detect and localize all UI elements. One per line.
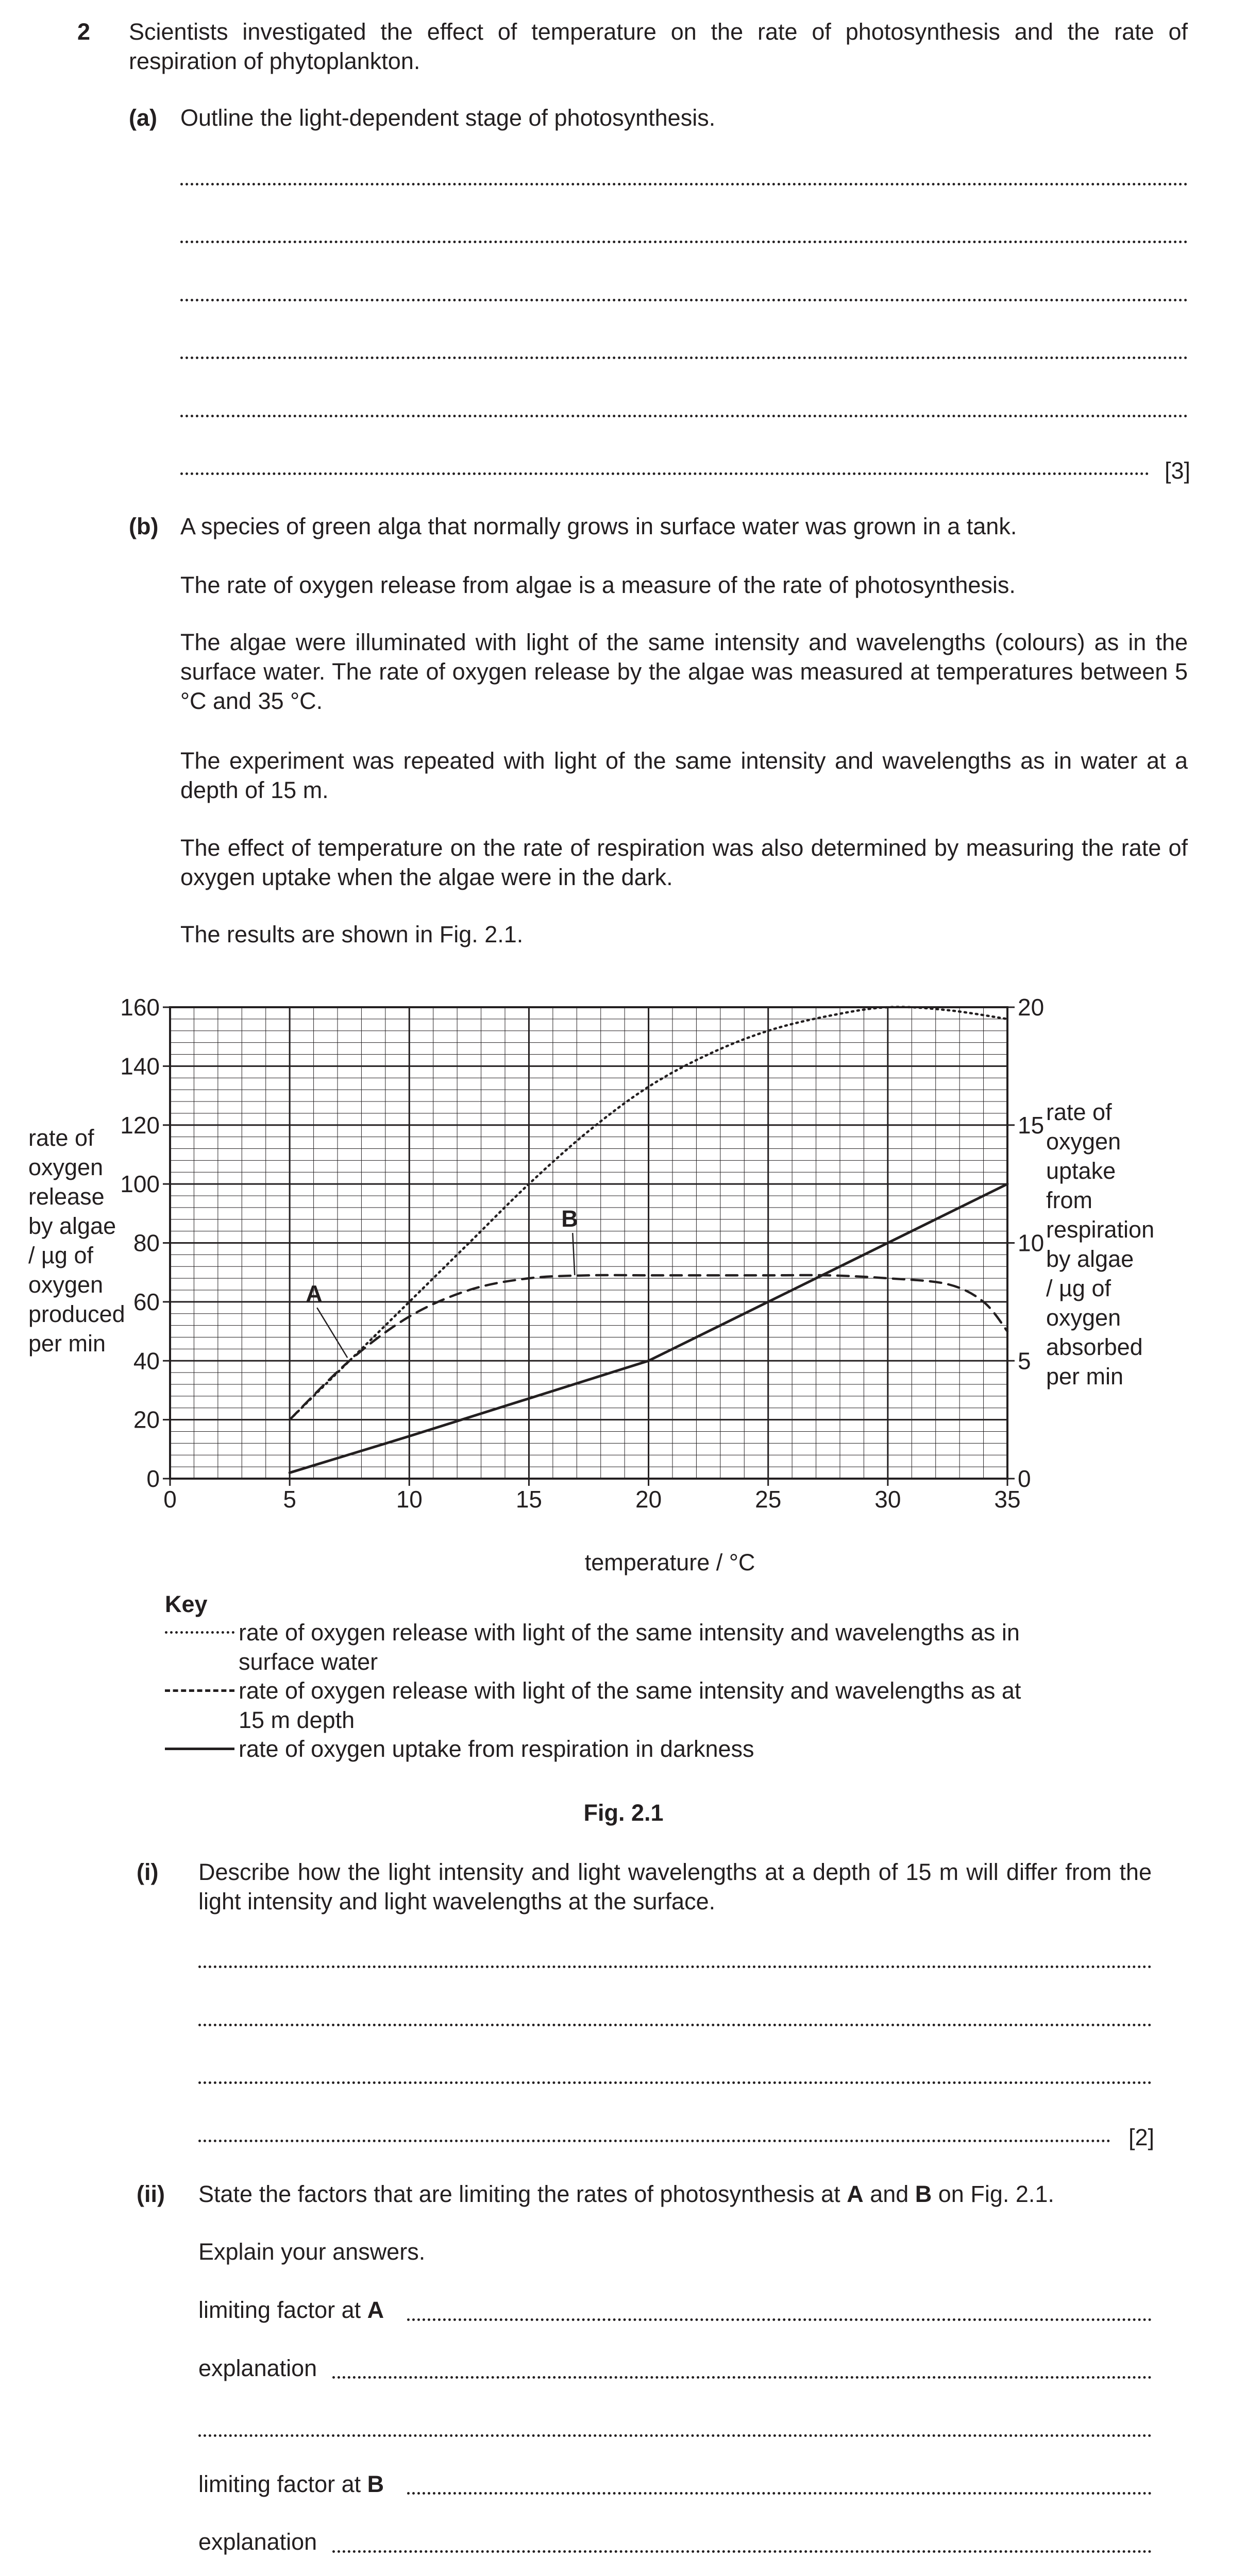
question-number: 2 <box>77 19 91 45</box>
answer-line-i4[interactable] <box>198 2140 1110 2142</box>
answer-line-limiting-a[interactable] <box>407 2318 1152 2321</box>
key-label-surface: rate of oxygen release with light of the same intensity and wavelengths as in surface water <box>239 1619 1020 1675</box>
y-left-tick-label: 160 <box>120 994 160 1021</box>
y-left-tick-label: 80 <box>133 1229 160 1257</box>
part-b-label: (b) <box>129 513 159 539</box>
key-item-surface <box>165 1618 1041 1676</box>
key-item-respiration <box>165 1734 1041 1764</box>
annotation-leader-a <box>317 1308 347 1358</box>
part-a-question: Outline the light-dependent stage of photosynthesis. <box>180 105 716 131</box>
answer-line-i2[interactable] <box>198 2024 1152 2026</box>
y-right-tick-label: 20 <box>1018 994 1045 1021</box>
annotations <box>306 1206 578 1358</box>
key-dashed-line <box>165 1689 234 1692</box>
question-intro: Scientists investigated the effect of temperature on the rate of photosynthesis and the rate of respiration of phytoplankton. <box>129 19 1188 74</box>
part-ii-explain: Explain your answers. <box>198 2239 426 2265</box>
answer-line-i1[interactable] <box>198 1965 1152 1968</box>
part-b-p1: A species of green alga that normally grows in surface water was grown in a tank. <box>180 513 1017 539</box>
part-b-p2: The rate of oxygen release from algae is a measure of the rate of photosynthesis. <box>180 572 1016 598</box>
answer-line-a5[interactable] <box>180 415 1188 417</box>
answer-line-i3[interactable] <box>198 2081 1152 2084</box>
answer-line-a3[interactable] <box>180 299 1188 301</box>
y-axis-right-label: rate of oxygen uptake from respiration by algae / µg of oxygen absorbed per min <box>1046 1099 1155 1389</box>
part-ii-label: (ii) <box>137 2181 165 2207</box>
answer-line-a4[interactable] <box>180 357 1188 359</box>
annotation-label-a: A <box>306 1280 323 1307</box>
part-a-marks: [3] <box>1164 457 1190 484</box>
answer-line-limiting-b[interactable] <box>407 2492 1152 2495</box>
annotation-leader-b <box>573 1233 575 1275</box>
y-axis-left-label: rate of oxygen release by algae / µg of oxygen produced per min <box>28 1125 125 1357</box>
figure-caption: Fig. 2.1 <box>583 1800 664 1826</box>
answer-line-a1[interactable] <box>180 183 1188 185</box>
axis-ticks <box>120 994 1044 1513</box>
part-b-p6: The results are shown in Fig. 2.1. <box>180 921 524 947</box>
answer-line-explanation-a2[interactable] <box>198 2434 1152 2437</box>
part-b-p5: The effect of temperature on the rate of respiration was also determined by measuring the rate of oxygen uptake when the algae were in the dark. <box>180 835 1188 890</box>
key-solid-line <box>165 1748 234 1750</box>
y-left-tick-label: 140 <box>120 1053 160 1080</box>
part-b-p3: The algae were illuminated with light of the same intensity and wavelengths (colours) as in the surface water. The rate of oxygen release by the algae was measured at temperatures between 5 °C and 35 °C. <box>180 629 1188 714</box>
x-axis-label: temperature / °C <box>584 1549 755 1575</box>
limiting-factor-b-label: limiting factor at B <box>198 2471 384 2497</box>
part-a-label: (a) <box>129 105 157 131</box>
part-i-label: (i) <box>137 1859 159 1885</box>
y-left-tick-label: 100 <box>120 1171 160 1198</box>
key-item-depth <box>165 1676 1041 1735</box>
x-tick-label: 35 <box>994 1486 1021 1513</box>
key-title: Key <box>165 1591 208 1617</box>
y-right-tick-label: 15 <box>1018 1111 1045 1139</box>
explanation-a-label: explanation <box>198 2355 317 2381</box>
x-tick-label: 5 <box>283 1486 296 1513</box>
answer-line-explanation-a1[interactable] <box>332 2376 1152 2379</box>
x-tick-label: 20 <box>635 1486 662 1513</box>
y-left-tick-label: 40 <box>133 1347 160 1375</box>
explanation-b-label: explanation <box>198 2529 317 2555</box>
x-tick-label: 15 <box>515 1486 543 1513</box>
part-i-question: Describe how the light intensity and light wavelengths at a depth of 15 m will differ from the light intensity and light wavelengths at the surface. <box>198 1859 1152 1914</box>
x-tick-label: 25 <box>755 1486 782 1513</box>
y-right-tick-label: 0 <box>1018 1465 1031 1492</box>
annotation-label-b: B <box>561 1206 578 1232</box>
y-left-tick-label: 20 <box>133 1406 160 1433</box>
answer-line-a6[interactable] <box>180 472 1149 475</box>
y-right-tick-label: 5 <box>1018 1347 1031 1375</box>
x-tick-label: 0 <box>163 1486 177 1513</box>
x-tick-label: 30 <box>874 1486 901 1513</box>
key-label-depth: rate of oxygen release with light of the same intensity and wavelengths as at 15 m depth <box>239 1677 1021 1733</box>
key-label-respiration: rate of oxygen uptake from respiration in darkness <box>239 1736 754 1762</box>
part-b-p4: The experiment was repeated with light of the same intensity and wavelengths as in water at a depth of 15 m. <box>180 748 1188 803</box>
limiting-factor-a-label: limiting factor at A <box>198 2297 384 2323</box>
answer-line-explanation-b1[interactable] <box>332 2550 1152 2553</box>
key-dotted-line <box>165 1631 234 1634</box>
y-right-tick-label: 10 <box>1018 1229 1045 1257</box>
part-ii-question: State the factors that are limiting the rates of photosynthesis at A and B on Fig. 2.1. <box>198 2181 1054 2207</box>
fig-2-1-chart <box>0 979 1246 1587</box>
part-i-marks: [2] <box>1128 2124 1154 2150</box>
y-left-tick-label: 60 <box>133 1288 160 1315</box>
answer-line-a2[interactable] <box>180 241 1188 243</box>
y-left-tick-label: 0 <box>146 1465 160 1492</box>
x-tick-label: 10 <box>396 1486 423 1513</box>
y-left-tick-label: 120 <box>120 1111 160 1139</box>
